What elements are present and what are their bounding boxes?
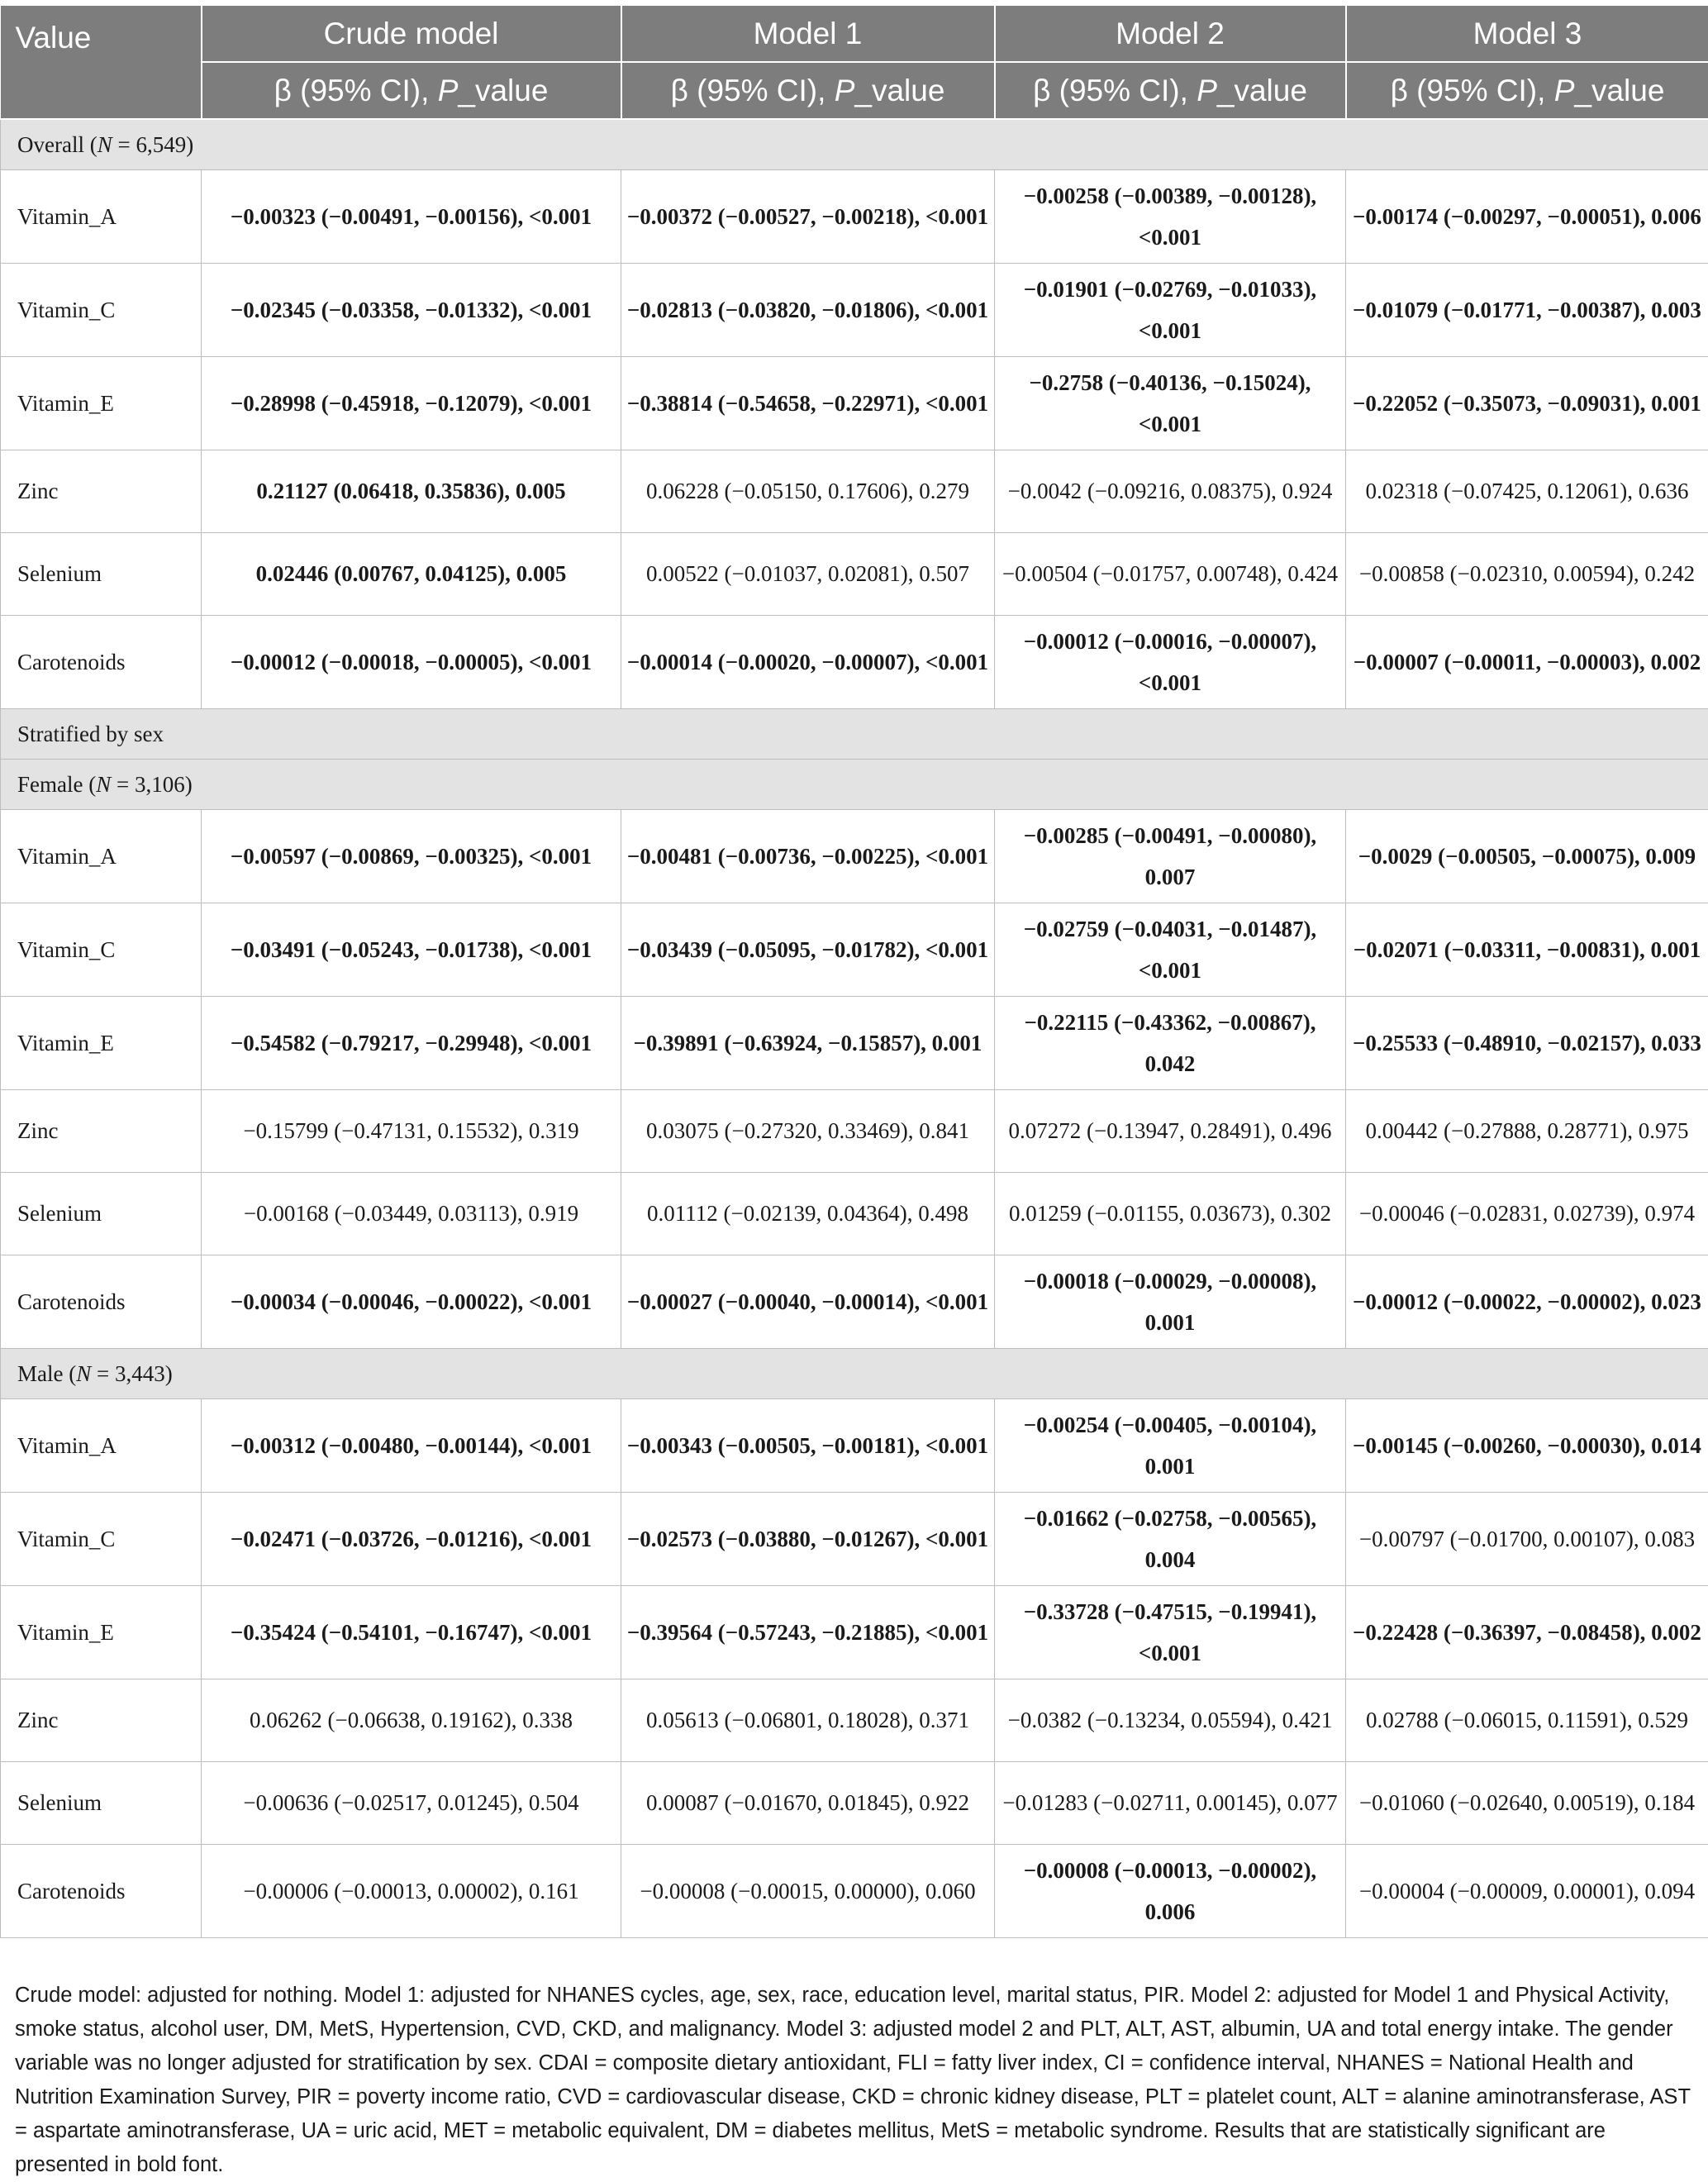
row-label: Selenium <box>1 1172 202 1255</box>
table-cell: −0.39891 (−0.63924, −0.15857), 0.001 <box>621 996 995 1089</box>
table-cell: −0.02813 (−0.03820, −0.01806), <0.001 <box>621 263 995 356</box>
table-cell: −0.01662 (−0.02758, −0.00565), 0.004 <box>995 1492 1346 1585</box>
table-cell: 0.07272 (−0.13947, 0.28491), 0.496 <box>995 1089 1346 1172</box>
section-label: Female (N = 3,106) <box>1 759 1708 809</box>
table-cell: 0.02318 (−0.07425, 0.12061), 0.636 <box>1346 450 1708 532</box>
table-cell: −0.00597 (−0.00869, −0.00325), <0.001 <box>202 809 621 903</box>
table-cell: −0.38814 (−0.54658, −0.22971), <0.001 <box>621 356 995 450</box>
crude-model-subheader: β (95% CI), P_value <box>202 62 621 119</box>
table-cell: −0.00168 (−0.03449, 0.03113), 0.919 <box>202 1172 621 1255</box>
table-cell: −0.00285 (−0.00491, −0.00080), 0.007 <box>995 809 1346 903</box>
table-cell: −0.00027 (−0.00040, −0.00014), <0.001 <box>621 1255 995 1348</box>
row-label: Selenium <box>1 532 202 615</box>
table-cell: −0.0029 (−0.00505, −0.00075), 0.009 <box>1346 809 1708 903</box>
table-row <box>1 1679 1708 1761</box>
table-cell: −0.2758 (−0.40136, −0.15024), <0.001 <box>995 356 1346 450</box>
table-cell: −0.00012 (−0.00018, −0.00005), <0.001 <box>202 615 621 708</box>
table-cell: −0.00008 (−0.00015, 0.00000), 0.060 <box>621 1844 995 1937</box>
table-cell: 0.00522 (−0.01037, 0.02081), 0.507 <box>621 532 995 615</box>
table-row <box>1 1492 1708 1585</box>
row-label: Zinc <box>1 450 202 532</box>
table-cell: −0.01901 (−0.02769, −0.01033), <0.001 <box>995 263 1346 356</box>
table-cell: −0.00372 (−0.00527, −0.00218), <0.001 <box>621 169 995 263</box>
table-cell: −0.02759 (−0.04031, −0.01487), <0.001 <box>995 903 1346 996</box>
table-cell: 0.06228 (−0.05150, 0.17606), 0.279 <box>621 450 995 532</box>
model-3-subheader: β (95% CI), P_value <box>1346 62 1708 119</box>
table-cell: −0.00145 (−0.00260, −0.00030), 0.014 <box>1346 1398 1708 1492</box>
table-cell: −0.00504 (−0.01757, 0.00748), 0.424 <box>995 532 1346 615</box>
table-cell: −0.00008 (−0.00013, −0.00002), 0.006 <box>995 1844 1346 1937</box>
table-cell: 0.01112 (−0.02139, 0.04364), 0.498 <box>621 1172 995 1255</box>
table-cell: −0.33728 (−0.47515, −0.19941), <0.001 <box>995 1585 1346 1679</box>
table-cell: −0.00312 (−0.00480, −0.00144), <0.001 <box>202 1398 621 1492</box>
subheader-row <box>1 62 1708 119</box>
section-label: Male (N = 3,443) <box>1 1348 1708 1398</box>
table-row <box>1 1398 1708 1492</box>
row-label: Vitamin_C <box>1 263 202 356</box>
table-cell: −0.00018 (−0.00029, −0.00008), 0.001 <box>995 1255 1346 1348</box>
table-row <box>1 450 1708 532</box>
model-2-header: Model 2 <box>995 6 1346 62</box>
table-cell: −0.15799 (−0.47131, 0.15532), 0.319 <box>202 1089 621 1172</box>
table-cell: 0.00442 (−0.27888, 0.28771), 0.975 <box>1346 1089 1708 1172</box>
table-row <box>1 809 1708 903</box>
table-row <box>1 1585 1708 1679</box>
table-cell: −0.22428 (−0.36397, −0.08458), 0.002 <box>1346 1585 1708 1679</box>
section-label: Stratified by sex <box>1 708 1708 759</box>
table-cell: −0.00323 (−0.00491, −0.00156), <0.001 <box>202 169 621 263</box>
table-cell: −0.01060 (−0.02640, 0.00519), 0.184 <box>1346 1761 1708 1844</box>
table-cell: −0.00004 (−0.00009, 0.00001), 0.094 <box>1346 1844 1708 1937</box>
section-label: Overall (N = 6,549) <box>1 119 1708 169</box>
table-cell: −0.22115 (−0.43362, −0.00867), 0.042 <box>995 996 1346 1089</box>
row-label: Carotenoids <box>1 1844 202 1937</box>
table-cell: 0.02446 (0.00767, 0.04125), 0.005 <box>202 532 621 615</box>
header-row <box>1 6 1708 62</box>
table-cell: −0.0382 (−0.13234, 0.05594), 0.421 <box>995 1679 1346 1761</box>
table-row <box>1 903 1708 996</box>
table-cell: −0.35424 (−0.54101, −0.16747), <0.001 <box>202 1585 621 1679</box>
row-label: Vitamin_E <box>1 356 202 450</box>
table-row <box>1 996 1708 1089</box>
table-cell: −0.00858 (−0.02310, 0.00594), 0.242 <box>1346 532 1708 615</box>
table-cell: −0.00343 (−0.00505, −0.00181), <0.001 <box>621 1398 995 1492</box>
table-cell: −0.00636 (−0.02517, 0.01245), 0.504 <box>202 1761 621 1844</box>
table-cell: −0.01283 (−0.02711, 0.00145), 0.077 <box>995 1761 1346 1844</box>
row-label: Vitamin_C <box>1 1492 202 1585</box>
table-cell: −0.02345 (−0.03358, −0.01332), <0.001 <box>202 263 621 356</box>
table-row <box>1 356 1708 450</box>
table-cell: −0.00258 (−0.00389, −0.00128), <0.001 <box>995 169 1346 263</box>
table-cell: −0.00014 (−0.00020, −0.00007), <0.001 <box>621 615 995 708</box>
table-cell: 0.05613 (−0.06801, 0.18028), 0.371 <box>621 1679 995 1761</box>
table-cell: 0.03075 (−0.27320, 0.33469), 0.841 <box>621 1089 995 1172</box>
row-label: Vitamin_A <box>1 809 202 903</box>
table-cell: −0.02573 (−0.03880, −0.01267), <0.001 <box>621 1492 995 1585</box>
table-cell: −0.00012 (−0.00016, −0.00007), <0.001 <box>995 615 1346 708</box>
table-row <box>1 169 1708 263</box>
table-cell: −0.22052 (−0.35073, −0.09031), 0.001 <box>1346 356 1708 450</box>
table-row <box>1 1172 1708 1255</box>
table-row <box>1 1255 1708 1348</box>
table-cell: −0.01079 (−0.01771, −0.00387), 0.003 <box>1346 263 1708 356</box>
table-cell: −0.25533 (−0.48910, −0.02157), 0.033 <box>1346 996 1708 1089</box>
table-row <box>1 1844 1708 1937</box>
table-row <box>1 532 1708 615</box>
row-label: Carotenoids <box>1 615 202 708</box>
table-cell: −0.03491 (−0.05243, −0.01738), <0.001 <box>202 903 621 996</box>
table-cell: −0.02071 (−0.03311, −0.00831), 0.001 <box>1346 903 1708 996</box>
row-label: Vitamin_A <box>1 1398 202 1492</box>
table-cell: 0.06262 (−0.06638, 0.19162), 0.338 <box>202 1679 621 1761</box>
table-cell: −0.00797 (−0.01700, 0.00107), 0.083 <box>1346 1492 1708 1585</box>
table-cell: −0.0042 (−0.09216, 0.08375), 0.924 <box>995 450 1346 532</box>
table-row <box>1 615 1708 708</box>
table-cell: −0.00034 (−0.00046, −0.00022), <0.001 <box>202 1255 621 1348</box>
results-table <box>0 6 1708 1938</box>
value-column-header: Value <box>1 6 202 119</box>
row-label: Zinc <box>1 1679 202 1761</box>
crude-model-header: Crude model <box>202 6 621 62</box>
table-cell: 0.01259 (−0.01155, 0.03673), 0.302 <box>995 1172 1346 1255</box>
table-cell: −0.39564 (−0.57243, −0.21885), <0.001 <box>621 1585 995 1679</box>
row-label: Vitamin_A <box>1 169 202 263</box>
table-cell: −0.00174 (−0.00297, −0.00051), 0.006 <box>1346 169 1708 263</box>
table-cell: −0.00006 (−0.00013, 0.00002), 0.161 <box>202 1844 621 1937</box>
table-cell: −0.00481 (−0.00736, −0.00225), <0.001 <box>621 809 995 903</box>
table-cell: −0.00012 (−0.00022, −0.00002), 0.023 <box>1346 1255 1708 1348</box>
table-cell: 0.02788 (−0.06015, 0.11591), 0.529 <box>1346 1679 1708 1761</box>
model-1-subheader: β (95% CI), P_value <box>621 62 995 119</box>
section-row <box>1 708 1708 759</box>
table-footnote: Crude model: adjusted for nothing. Model 1: adjusted for NHANES cycles, age, sex, race, education level, marital status, PIR. Model 2: adjusted for Model 1 and Physical Activity, smoke status, alcohol user, DM, MetS, Hypertension, CVD, CKD, and malignancy. Model 3: adjusted model 2 and PLT, ALT, AST, albumin, UA and total energy intake. The gender variable was no longer adjusted for stratification by sex. CDAI = composite dietary antioxidant, FLI = fatty liver index, CI = confidence interval, NHANES = National Health and Nutrition Examination Survey, PIR = poverty income ratio, CVD = cardiovascular disease, CKD = chronic kidney disease, PLT = platelet count, ALT = alanine aminotransferase, AST = aspartate aminotransferase, UA = uric acid, MET = metabolic equivalent, DM = diabetes mellitus, MetS = metabolic syndrome. Results that are statistically significant are presented in bold font. <box>15 1979 1696 2182</box>
table-row <box>1 263 1708 356</box>
table-cell: −0.03439 (−0.05095, −0.01782), <0.001 <box>621 903 995 996</box>
table-cell: −0.54582 (−0.79217, −0.29948), <0.001 <box>202 996 621 1089</box>
row-label: Zinc <box>1 1089 202 1172</box>
row-label: Selenium <box>1 1761 202 1844</box>
section-row <box>1 1348 1708 1398</box>
table-cell: −0.02471 (−0.03726, −0.01216), <0.001 <box>202 1492 621 1585</box>
table-cell: −0.28998 (−0.45918, −0.12079), <0.001 <box>202 356 621 450</box>
table-cell: −0.00046 (−0.02831, 0.02739), 0.974 <box>1346 1172 1708 1255</box>
model-2-subheader: β (95% CI), P_value <box>995 62 1346 119</box>
row-label: Vitamin_E <box>1 1585 202 1679</box>
table-row <box>1 1089 1708 1172</box>
table-cell: 0.00087 (−0.01670, 0.01845), 0.922 <box>621 1761 995 1844</box>
row-label: Vitamin_E <box>1 996 202 1089</box>
table-cell: −0.00254 (−0.00405, −0.00104), 0.001 <box>995 1398 1346 1492</box>
row-label: Carotenoids <box>1 1255 202 1348</box>
table-body <box>1 119 1708 1937</box>
row-label: Vitamin_C <box>1 903 202 996</box>
table-row <box>1 1761 1708 1844</box>
table-cell: 0.21127 (0.06418, 0.35836), 0.005 <box>202 450 621 532</box>
model-1-header: Model 1 <box>621 6 995 62</box>
section-row <box>1 759 1708 809</box>
table-cell: −0.00007 (−0.00011, −0.00003), 0.002 <box>1346 615 1708 708</box>
section-row <box>1 119 1708 169</box>
model-3-header: Model 3 <box>1346 6 1708 62</box>
